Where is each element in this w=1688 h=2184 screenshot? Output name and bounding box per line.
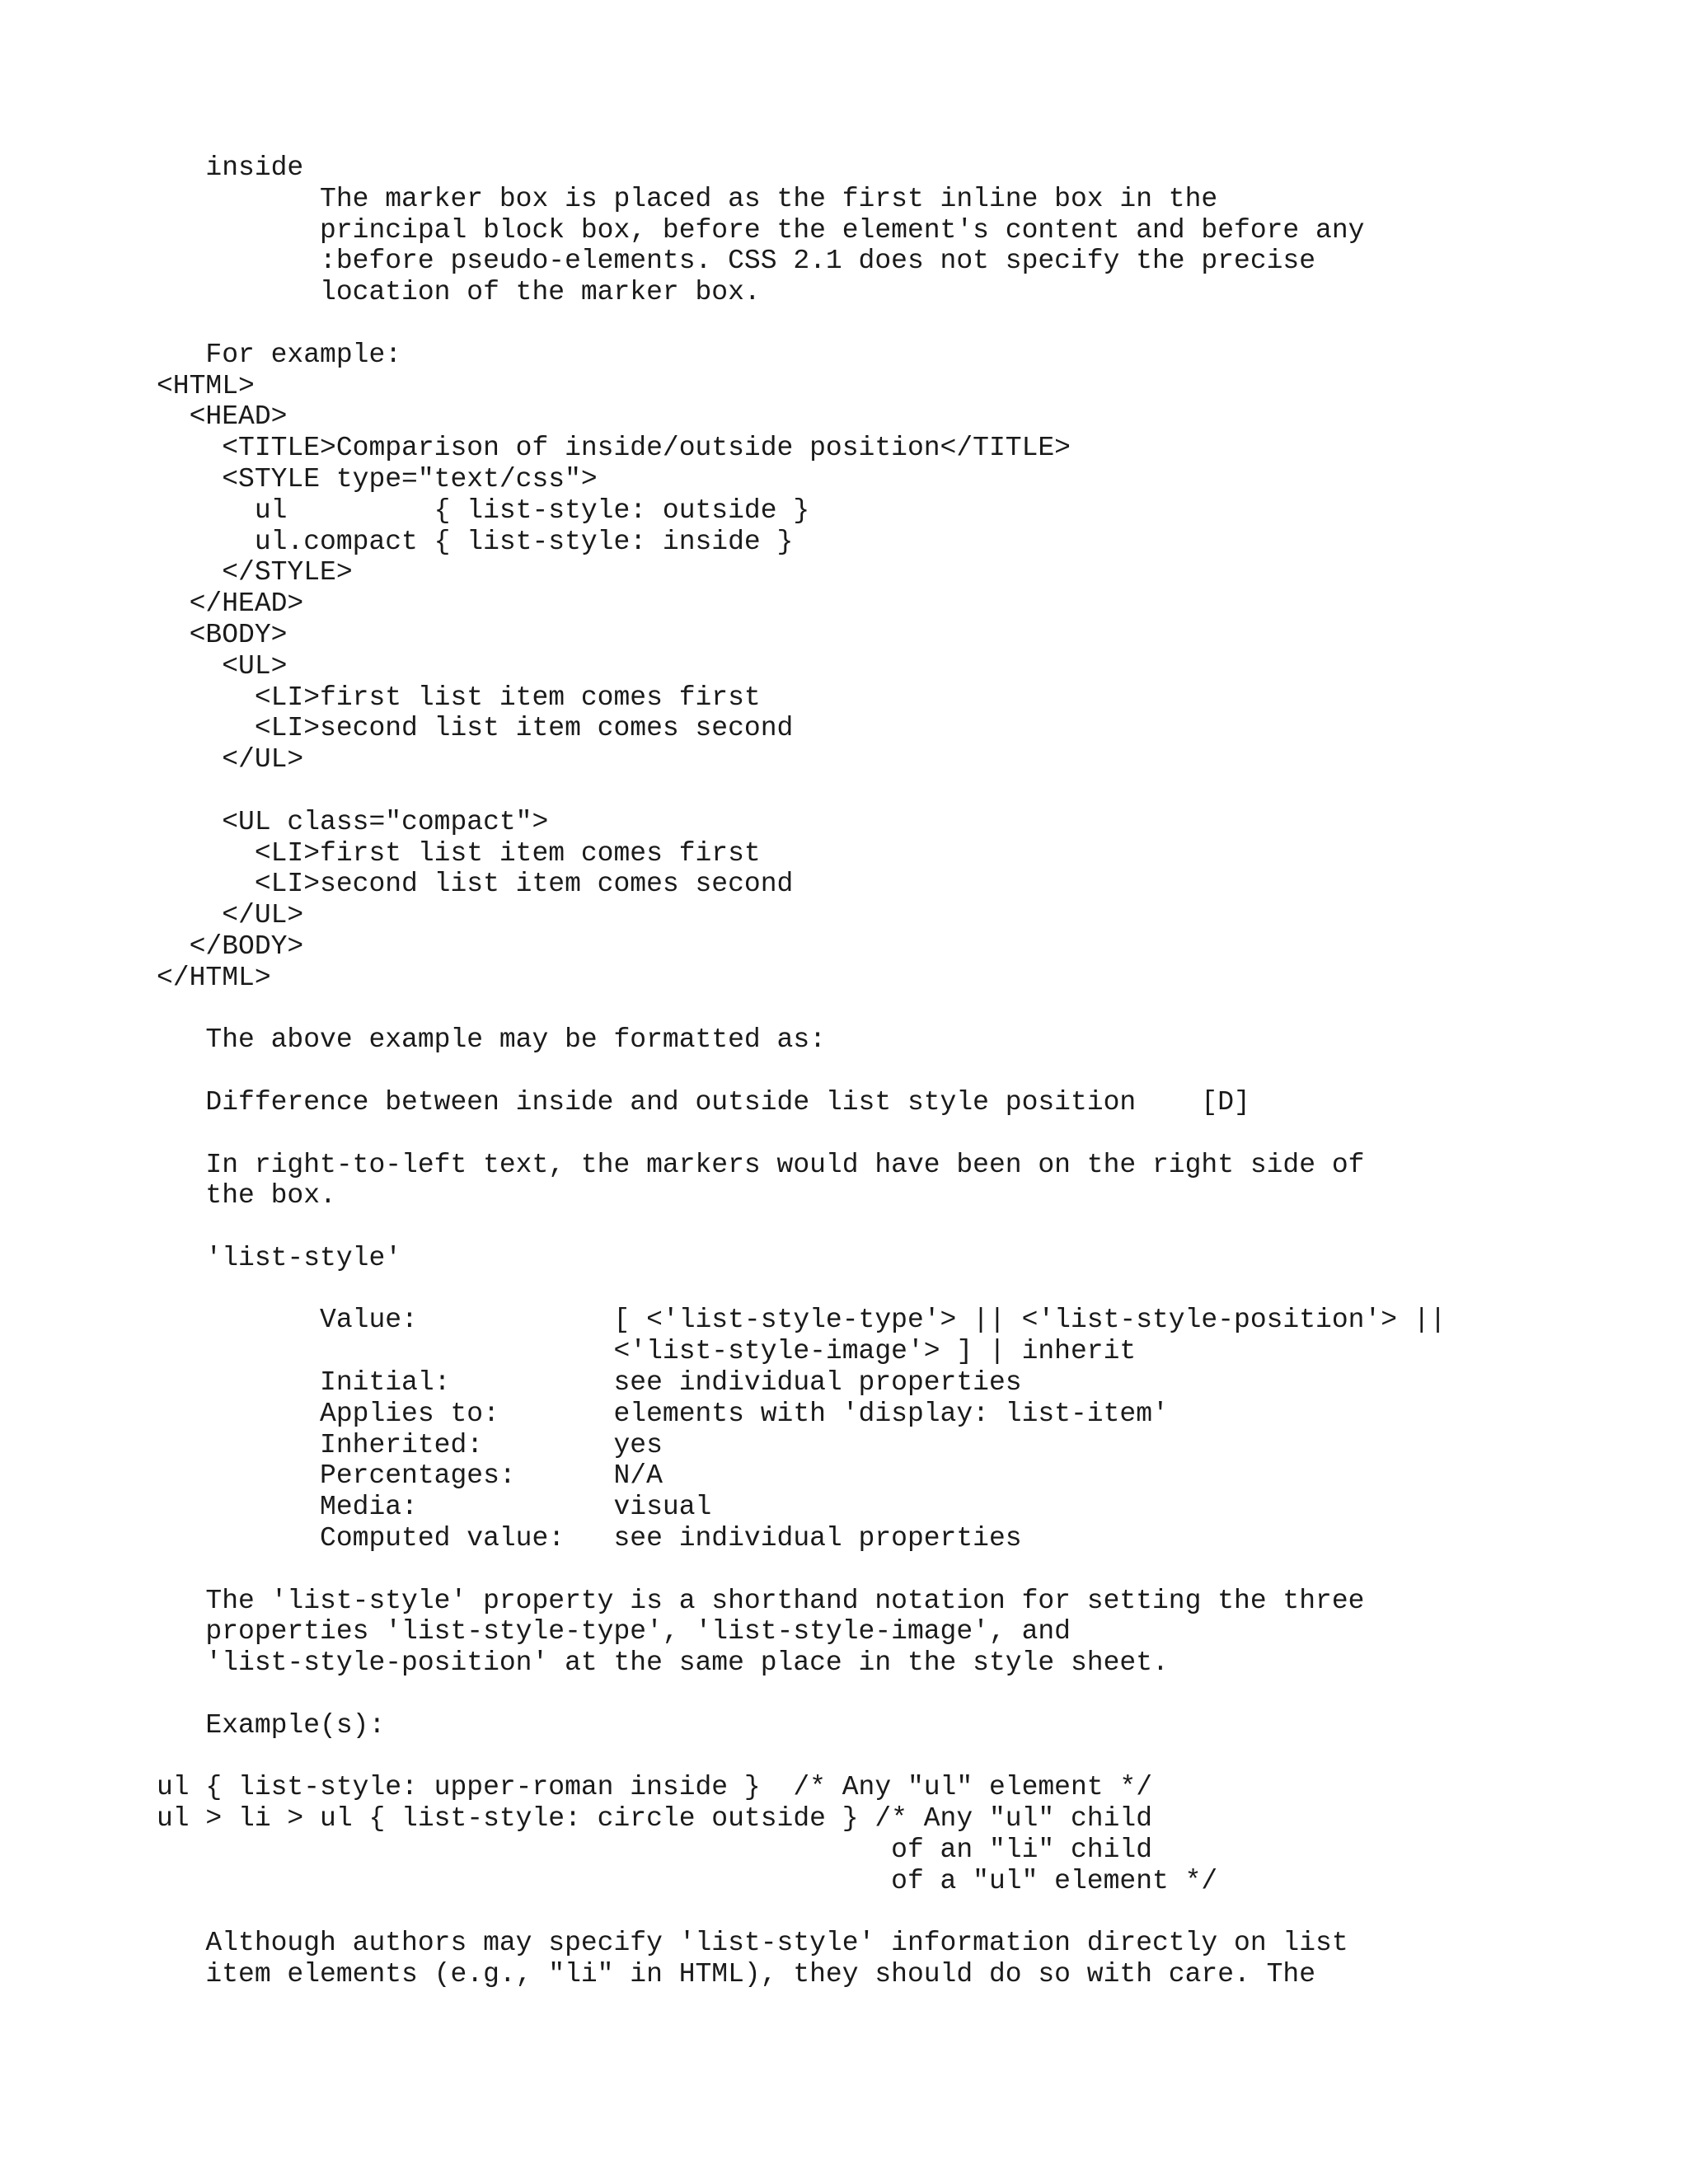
text-line: location of the marker box. (157, 277, 761, 308)
text-line: 'list-style' (157, 1242, 402, 1273)
text-line: ul.compact { list-style: inside } (157, 526, 794, 557)
text-line: Applies to: elements with 'display: list-item' (157, 1398, 1169, 1429)
text-line (157, 1118, 1446, 1150)
document-text (157, 152, 1446, 1990)
text-line: the box. (157, 1180, 336, 1212)
text-line: <LI>second list item comes second (157, 869, 794, 900)
text-line: <BODY> (157, 619, 288, 650)
text-line: ul { list-style: upper-roman inside } /* Any "ul" element */ (157, 1772, 1152, 1803)
text-line: </UL> (157, 744, 304, 776)
text-line: The above example may be formatted as: (157, 1024, 826, 1056)
text-line: Value: [ <'list-style-type'> || <'list-style-position'> || (157, 1305, 1447, 1336)
text-line: ul { list-style: outside } (157, 494, 810, 526)
text-line (157, 1274, 1446, 1305)
text-line (157, 1897, 1446, 1929)
text-line: <LI>first list item comes first (157, 837, 761, 869)
text-line: <UL> (157, 650, 288, 682)
text-line: The marker box is placed as the first inline box in the (157, 183, 1218, 214)
text-line: Example(s): (157, 1709, 386, 1741)
text-line (157, 1741, 1446, 1773)
text-line (157, 1679, 1446, 1710)
text-line: 'list-style-position' at the same place in the style sheet. (157, 1647, 1169, 1679)
text-line: Inherited: yes (157, 1429, 663, 1460)
text-line: <TITLE>Comparison of inside/outside position</TITLE> (157, 433, 1071, 464)
text-line: item elements (e.g., "li" in HTML), they should do so with care. The (157, 1959, 1316, 1990)
text-line: </STYLE> (157, 557, 353, 588)
text-line: inside (157, 152, 304, 183)
text-line: <'list-style-image'> ] | inherit (157, 1336, 1137, 1367)
text-line: properties 'list-style-type', 'list-style-image', and (157, 1616, 1071, 1647)
text-line: Computed value: see individual properties (157, 1523, 1022, 1554)
text-line: Media: visual (157, 1492, 712, 1523)
text-line: </UL> (157, 900, 304, 931)
text-line: <STYLE type="text/css"> (157, 463, 598, 494)
text-line: </BODY> (157, 930, 304, 962)
text-line: of an "li" child (157, 1835, 1152, 1866)
text-line: For example: (157, 339, 402, 370)
text-line: Initial: see individual properties (157, 1367, 1022, 1399)
text-line (157, 776, 1446, 807)
text-line: Although authors may specify 'list-style' information directly on list (157, 1928, 1348, 1959)
text-line: <UL class="compact"> (157, 806, 549, 837)
text-line (157, 308, 1446, 340)
text-line: :before pseudo-elements. CSS 2.1 does not specify the precise (157, 246, 1316, 277)
text-line: <LI>first list item comes first (157, 682, 761, 713)
text-line: In right-to-left text, the markers would have been on the right side of (157, 1149, 1365, 1180)
text-line: </HTML> (157, 962, 271, 993)
text-line: principal block box, before the element's content and before any (157, 214, 1365, 246)
text-line: <HTML> (157, 370, 255, 401)
text-line: of a "ul" element */ (157, 1865, 1218, 1896)
text-line (157, 1056, 1446, 1087)
text-line: The 'list-style' property is a shorthand notation for setting the three (157, 1585, 1365, 1616)
text-line (157, 1554, 1446, 1586)
text-line (157, 1212, 1446, 1243)
text-line: ul > li > ul { list-style: circle outside } /* Any "ul" child (157, 1803, 1152, 1835)
text-line: <HEAD> (157, 401, 288, 433)
text-line: </HEAD> (157, 588, 304, 620)
text-line: <LI>second list item comes second (157, 713, 794, 744)
text-line: Percentages: N/A (157, 1460, 663, 1492)
text-line: Difference between inside and outside list style position [D] (157, 1086, 1250, 1118)
text-line (157, 994, 1446, 1025)
